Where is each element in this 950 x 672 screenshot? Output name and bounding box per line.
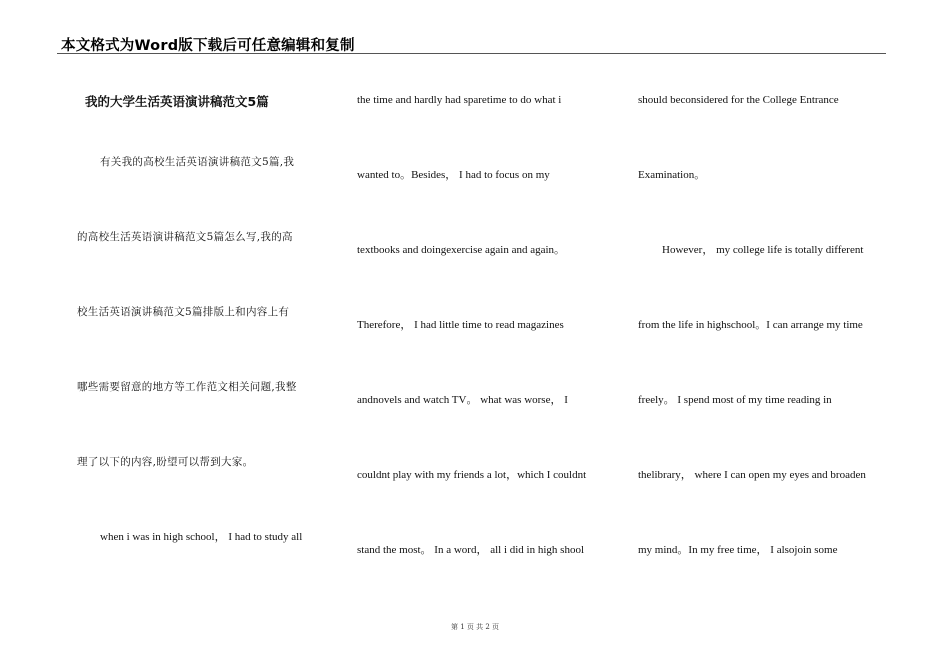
text-line: should beconsidered for the College Entrance [638,94,839,106]
text-line: 有关我的高校生活英语演讲稿范文5篇,我 [100,156,295,168]
column-1 [77,0,327,672]
text-line: when i was in high school， I had to study all [100,531,303,543]
text-line: thelibrary， where I can open my eyes and broaden [638,469,866,481]
text-line: from the life in highschool。I can arrange my time [638,319,863,331]
text-line: andnovels and watch TV。 what was worse， I [357,394,568,406]
text-line: However， my college life is totally different [662,244,864,256]
text-line: freely。 I spend most of my time reading in [638,394,832,406]
page-header: 本文格式为Word版下载后可任意编辑和复制 [61,38,355,54]
text-line: Examination。 [638,169,706,181]
text-line: the time and hardly had sparetime to do what i [357,94,562,106]
text-line: 哪些需要留意的地方等工作范文相关问题,我整 [77,381,297,393]
text-line: wanted to。Besides， I had to focus on my [357,169,550,181]
text-line: 理了以下的内容,盼望可以帮到大家。 [77,456,254,468]
text-line: stand the most。 In a word， all i did in high shool [357,544,585,556]
text-line: textbooks and doingexercise again and again。 [357,244,566,256]
text-line: couldnt play with my friends a lot，which I couldnt [357,469,587,481]
text-line: my mind。In my free time， I alsojoin some [638,544,838,556]
column-2 [357,0,617,672]
column-3 [638,0,888,672]
text-line: Therefore， I had little time to read magazines [357,319,564,331]
document-title: 我的大学生活英语演讲稿范文5篇 [85,94,269,109]
text-line: 的高校生活英语演讲稿范文5篇怎么写,我的高 [77,231,293,243]
text-line: 校生活英语演讲稿范文5篇排版上和内容上有 [77,306,290,318]
page-number: 第 1 页 共 2 页 [450,623,500,631]
